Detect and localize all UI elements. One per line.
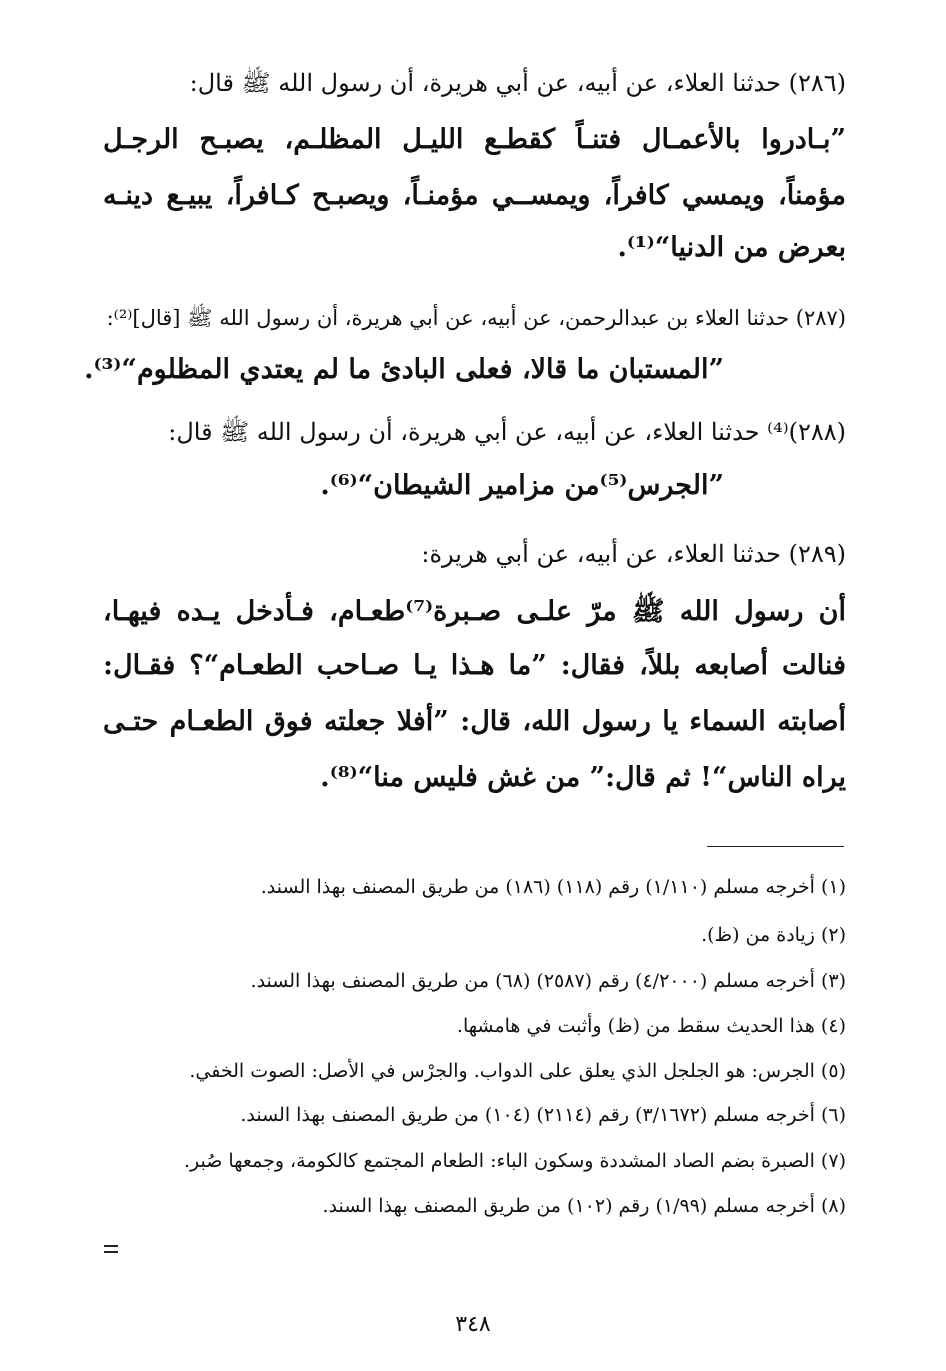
hadith-287-isnad: (٢٨٧) حدثنا العلاء بن عبدالرحمن، عن أبيه، عن أبي هريرة، أن رسول الله ﷺ [قال]⁽²⁾: xyxy=(106,306,846,330)
hadith-286-matn-line-2: مؤمناً، ويمسي كافراً، ويمســي مؤمنـاً، ويصبـح كـافراً، يبيـع دينـه xyxy=(103,180,846,211)
footnote-1: (١) أخرجه مسلم (١/١١٠) رقم (١١٨) (١٨٦) من طريق المصنف بهذا السند. xyxy=(260,876,846,898)
hadith-289-matn-line-2: فنالت أصابعه بللاً، فقال: ”ما هـذا يـا صـاحب الطعـام“؟ فقـال: xyxy=(103,650,846,681)
hadith-286-matn-line-3: بعرض من الدنيا“⁽¹⁾. xyxy=(617,232,846,263)
hadith-289-matn-line-1: أن رسول الله ﷺ مرّ علـى صـبرة⁽⁷⁾طعـام، فـأدخل يـده فيهـا، xyxy=(103,596,847,627)
hadith-288-matn: ”الجرس⁽⁵⁾من مزامير الشيطان“⁽⁶⁾. xyxy=(320,470,724,501)
footnote-4: (٤) هذا الحديث سقط من (ظ) وأثبت في هامشها. xyxy=(456,1015,846,1037)
footnote-3: (٣) أخرجه مسلم (٤/٢٠٠٠) رقم (٢٥٨٧) (٦٨) من طريق المصنف بهذا السند. xyxy=(250,970,846,992)
footnote-2: (٢) زيادة من (ظ). xyxy=(701,924,846,946)
hadith-289-matn-line-3: أصابته السماء يا رسول الله، قال: ”أفلا جعلته فوق الطعـام حتـى xyxy=(103,706,846,737)
footnote-8: (٨) أخرجه مسلم (١/٩٩) رقم (١٠٢) من طريق المصنف بهذا السند. xyxy=(322,1195,846,1217)
hadith-286-matn-line-1: ”بـادروا بالأعمـال فتنـاً كقطـع الليـل المظلـم، يصبـح الرجـل xyxy=(103,124,846,155)
footnote-7: (٧) الصبرة بضم الصاد المشددة وسكون الباء: الطعام المجتمع كالكومة، وجمعها صُبر. xyxy=(183,1150,846,1172)
footnote-5: (٥) الجرس: هو الجلجل الذي يعلق على الدواب. والجرْس في الأصل: الصوت الخفي. xyxy=(189,1060,846,1082)
continuation-mark xyxy=(104,1245,118,1257)
hadith-289-matn-line-4: يراه الناس“! ثم قال:” من غش فليس منا“⁽⁸⁾. xyxy=(320,762,846,793)
footnote-separator xyxy=(707,846,844,847)
footnote-6: (٦) أخرجه مسلم (٣/١٦٧٢) رقم (٢١١٤) (١٠٤) من طريق المصنف بهذا السند. xyxy=(240,1104,846,1126)
hadith-287-matn: ”المستبان ما قالا، فعلى البادئ ما لم يعتدي المظلوم“⁽³⁾. xyxy=(84,354,724,385)
hadith-286-isnad: (٢٨٦) حدثنا العلاء، عن أبيه، عن أبي هريرة، أن رسول الله ﷺ قال: xyxy=(189,69,846,97)
hadith-289-isnad: (٢٨٩) حدثنا العلاء، عن أبيه، عن أبي هريرة: xyxy=(421,540,846,568)
hadith-288-isnad: (٢٨٨)⁽⁴⁾ حدثنا العلاء، عن أبيه، عن أبي هريرة، أن رسول الله ﷺ قال: xyxy=(168,418,846,446)
page-number: ٣٤٨ xyxy=(455,1312,491,1337)
